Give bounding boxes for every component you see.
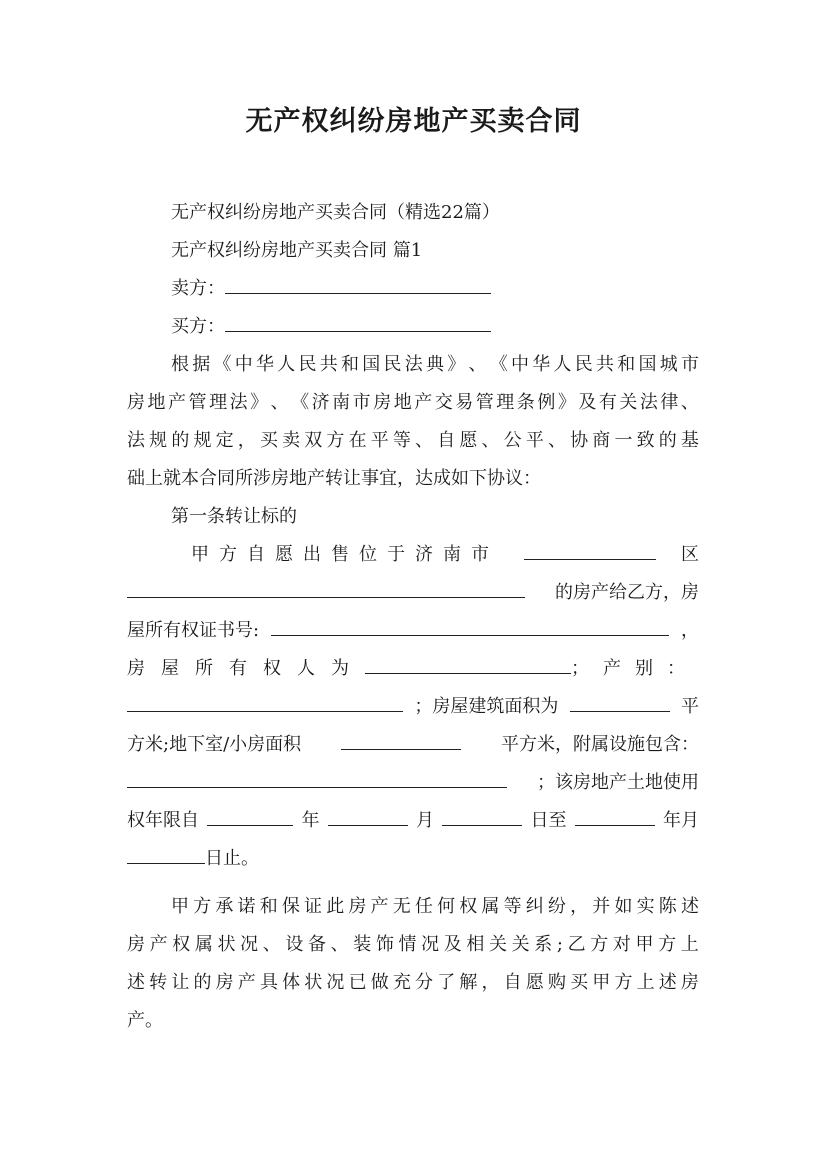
article1-paragraph [127,536,699,878]
seller-label: 卖方： [171,278,225,299]
intro-line: 房 地 产 管 理 法 》 、 《 济 南 市 房 地 产 交 易 管 理 条 例 》 及 有 关 法 律 、 [127,392,699,413]
text-segment: 平方米，附属设施包含： [500,734,699,755]
article1-heading: 第一条转让标的 [171,506,297,527]
address-blank [127,575,525,598]
intro-line: 础上就本合同所涉房地产转让事宜，达成如下协议： [127,468,541,489]
warranty-paragraph [127,888,699,1040]
text-segment: ；房屋建筑面积为 [414,696,559,717]
article1-line-4 [127,650,699,688]
property-type-blank [127,689,403,712]
text-segment: ， [680,620,699,641]
intro-line: 法 规 的 规 定 ， 买 卖 双 方 在 平 等 、 自 愿 、 公 平 、 协 商 一 致 的 基 [127,430,699,451]
end-day-blank [127,841,205,864]
text-segment: 平 [680,696,699,717]
article1-line-9 [127,840,699,878]
document-body [127,194,699,1040]
owner-blank [365,651,571,674]
text-segment: 年 [301,810,320,831]
text-segment: ；产别： [571,658,699,679]
text-segment: 权年限自 [127,810,199,831]
text-segment: 屋所有权证书号: [127,620,260,641]
article1-line-7 [127,764,699,802]
text-segment: 方米;地下室/小房面积 [127,734,302,755]
intro-paragraph [127,346,699,498]
warranty-line: 述 转 让 的 房 产 具 体 状 况 已 做 充 分 了 解 ， 自 愿 购 买 甲 方 上 述 房 [127,972,699,993]
warranty-line: 产。 [127,1010,163,1031]
chapter-heading: 无产权纠纷房地产买卖合同 篇1 [171,240,423,261]
seller-line [127,270,699,308]
buyer-line [127,308,699,346]
start-day-blank [442,803,522,826]
location-text: 甲方自愿出售位于济南市 [191,544,499,565]
basement-area-blank [341,727,461,750]
text-segment: 年月 [663,810,699,831]
text-segment: 月 [416,810,434,831]
article1-line-3 [127,612,699,650]
article1-line-1 [127,536,699,574]
text-segment: 日止。 [205,848,259,869]
buyer-label: 买方： [171,316,225,337]
article1-line-5 [127,688,699,726]
district-blank [524,537,656,560]
facilities-blank [127,765,507,788]
text-segment: 房屋所有权人为 [127,658,365,679]
document-title: 无产权纠纷房地产买卖合同 [245,106,582,137]
start-year-blank [207,803,293,826]
area-blank [570,689,670,712]
article1-line-6 [127,726,699,764]
warranty-line: 甲 方 承 诺 和 保 证 此 房 产 无 任 何 权 属 等 纠 纷 ， 并 如 实 陈 述 [171,896,699,917]
buyer-blank [225,309,491,332]
district-label: 区 [681,544,699,565]
subtitle: 无产权纠纷房地产买卖合同（精选22篇） [171,202,500,223]
seller-blank [225,271,491,294]
warranty-line: 房 产 权 属 状 况 、 设 备 、 装 饰 情 况 及 相 关 关 系 ; 乙 方 对 甲 方 上 [127,934,699,955]
text-segment: 的房产给乙方，房 [555,582,699,603]
start-month-blank [328,803,408,826]
end-year-blank [575,803,655,826]
certificate-blank [271,613,669,636]
article1-line-2 [127,574,699,612]
intro-line: 根 据 《 中 华 人 民 共 和 国 民 法 典 》 、 《 中 华 人 民 共 和 国 城 市 [171,354,699,375]
text-segment: ；该房地产土地使用 [537,772,699,793]
article1-line-8 [127,802,699,840]
text-segment: 日至 [530,810,567,831]
